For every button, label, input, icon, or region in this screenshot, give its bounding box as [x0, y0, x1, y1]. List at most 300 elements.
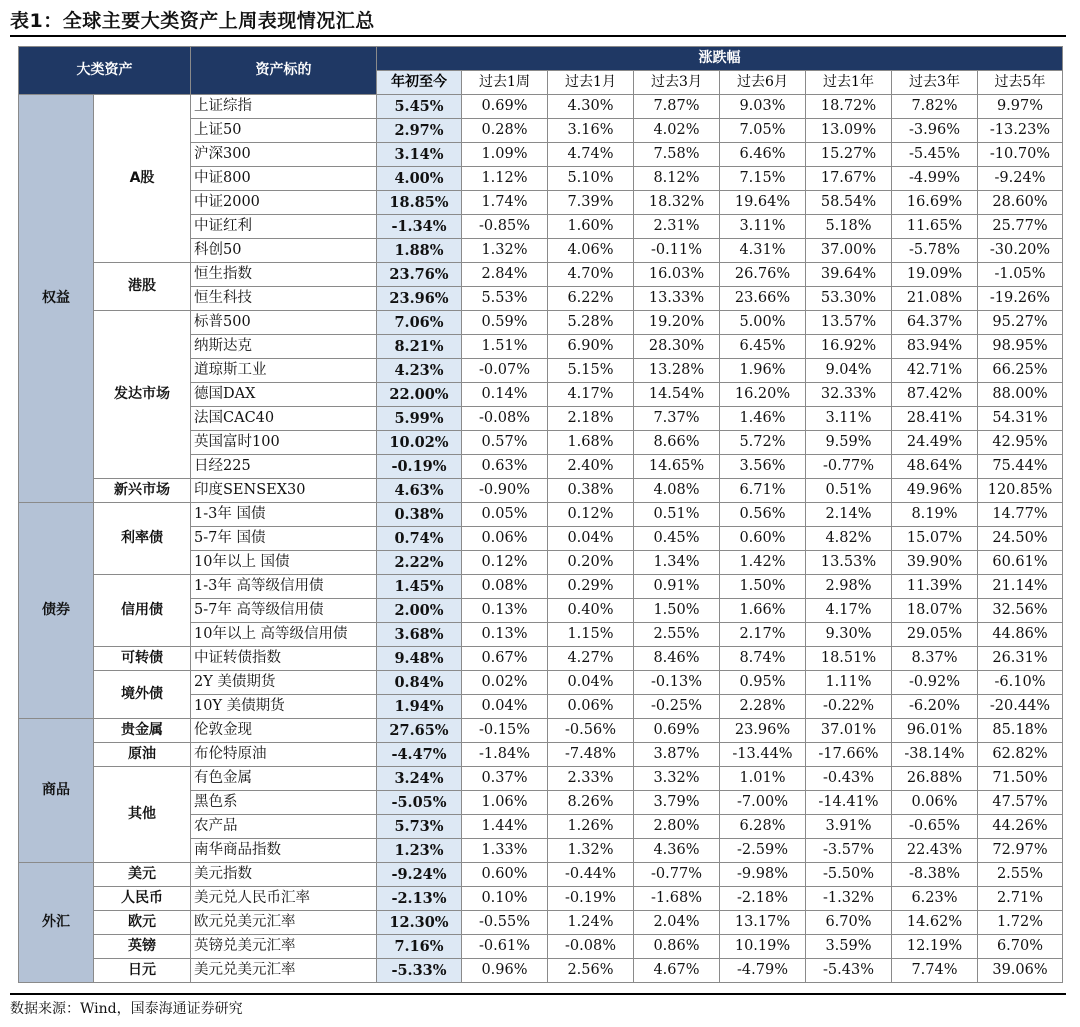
return-value-cell: 6.46%: [720, 143, 806, 167]
return-value-cell: -13.44%: [720, 743, 806, 767]
return-value-cell: 0.91%: [634, 575, 720, 599]
return-value-cell: 1.34%: [634, 551, 720, 575]
asset-name-cell: 道琼斯工业: [191, 359, 377, 383]
ytd-value-cell: 0.74%: [377, 527, 462, 551]
return-value-cell: 4.31%: [720, 239, 806, 263]
return-value-cell: 25.77%: [978, 215, 1063, 239]
return-value-cell: 0.06%: [892, 791, 978, 815]
asset-name-cell: 10Y 美债期货: [191, 695, 377, 719]
header-row-1: [19, 47, 1063, 71]
return-value-cell: 1.01%: [720, 767, 806, 791]
return-value-cell: 3.11%: [806, 407, 892, 431]
return-value-cell: 7.74%: [892, 959, 978, 983]
ytd-value-cell: 5.99%: [377, 407, 462, 431]
return-value-cell: 8.66%: [634, 431, 720, 455]
asset-name-cell: 中证2000: [191, 191, 377, 215]
return-value-cell: 0.04%: [548, 671, 634, 695]
return-value-cell: 0.04%: [462, 695, 548, 719]
return-value-cell: 3.79%: [634, 791, 720, 815]
return-value-cell: 6.28%: [720, 815, 806, 839]
return-value-cell: -13.23%: [978, 119, 1063, 143]
return-value-cell: 9.97%: [978, 95, 1063, 119]
return-value-cell: 14.77%: [978, 503, 1063, 527]
return-value-cell: 0.51%: [806, 479, 892, 503]
ytd-value-cell: 5.45%: [377, 95, 462, 119]
asset-name-cell: 法国CAC40: [191, 407, 377, 431]
return-value-cell: 5.10%: [548, 167, 634, 191]
return-value-cell: -0.08%: [548, 935, 634, 959]
return-value-cell: 26.76%: [720, 263, 806, 287]
return-value-cell: 0.96%: [462, 959, 548, 983]
return-value-cell: 5.28%: [548, 311, 634, 335]
asset-class-cell: 外汇: [19, 863, 94, 983]
table-row: [19, 503, 1063, 527]
return-value-cell: 6.70%: [978, 935, 1063, 959]
table-row: [19, 719, 1063, 743]
asset-group-cell: 美元: [94, 863, 191, 887]
return-value-cell: 19.64%: [720, 191, 806, 215]
asset-name-cell: 1-3年 国债: [191, 503, 377, 527]
asset-name-cell: 5-7年 高等级信用债: [191, 599, 377, 623]
return-value-cell: 13.57%: [806, 311, 892, 335]
return-value-cell: 18.72%: [806, 95, 892, 119]
return-value-cell: 0.04%: [548, 527, 634, 551]
return-value-cell: 0.69%: [634, 719, 720, 743]
return-value-cell: 14.65%: [634, 455, 720, 479]
return-value-cell: 3.16%: [548, 119, 634, 143]
return-value-cell: 0.13%: [462, 599, 548, 623]
return-value-cell: 2.55%: [634, 623, 720, 647]
return-value-cell: 7.15%: [720, 167, 806, 191]
table-row: [19, 743, 1063, 767]
return-value-cell: -0.77%: [806, 455, 892, 479]
return-value-cell: 14.62%: [892, 911, 978, 935]
return-value-cell: -1.84%: [462, 743, 548, 767]
table-row: [19, 911, 1063, 935]
asset-name-cell: 伦敦金现: [191, 719, 377, 743]
return-value-cell: 16.03%: [634, 263, 720, 287]
return-value-cell: -3.57%: [806, 839, 892, 863]
ytd-value-cell: -0.19%: [377, 455, 462, 479]
return-value-cell: 28.30%: [634, 335, 720, 359]
asset-name-cell: 印度SENSEX30: [191, 479, 377, 503]
return-value-cell: 0.95%: [720, 671, 806, 695]
asset-name-cell: 中证红利: [191, 215, 377, 239]
asset-group-cell: 人民币: [94, 887, 191, 911]
return-value-cell: 6.23%: [892, 887, 978, 911]
table-body: [19, 95, 1063, 983]
return-value-cell: 0.51%: [634, 503, 720, 527]
return-value-cell: 1.15%: [548, 623, 634, 647]
return-value-cell: 19.20%: [634, 311, 720, 335]
asset-name-cell: 上证综指: [191, 95, 377, 119]
ytd-value-cell: 1.88%: [377, 239, 462, 263]
ytd-value-cell: 4.63%: [377, 479, 462, 503]
return-value-cell: 98.95%: [978, 335, 1063, 359]
return-value-cell: 7.87%: [634, 95, 720, 119]
ytd-value-cell: -5.05%: [377, 791, 462, 815]
return-value-cell: 6.71%: [720, 479, 806, 503]
asset-group-cell: 贵金属: [94, 719, 191, 743]
ytd-value-cell: 7.06%: [377, 311, 462, 335]
return-value-cell: -17.66%: [806, 743, 892, 767]
return-value-cell: 3.32%: [634, 767, 720, 791]
return-value-cell: 0.60%: [462, 863, 548, 887]
return-value-cell: 5.72%: [720, 431, 806, 455]
header-period-5y: 过去5年: [978, 71, 1063, 95]
return-value-cell: 32.56%: [978, 599, 1063, 623]
asset-group-cell: 日元: [94, 959, 191, 983]
return-value-cell: 12.19%: [892, 935, 978, 959]
return-value-cell: 7.39%: [548, 191, 634, 215]
ytd-value-cell: 3.14%: [377, 143, 462, 167]
return-value-cell: 47.57%: [978, 791, 1063, 815]
asset-class-cell: 权益: [19, 95, 94, 503]
return-value-cell: 1.26%: [548, 815, 634, 839]
return-value-cell: 66.25%: [978, 359, 1063, 383]
return-value-cell: -0.90%: [462, 479, 548, 503]
return-value-cell: 0.06%: [548, 695, 634, 719]
return-value-cell: 2.80%: [634, 815, 720, 839]
asset-name-cell: 日经225: [191, 455, 377, 479]
return-value-cell: 2.71%: [978, 887, 1063, 911]
return-value-cell: 1.46%: [720, 407, 806, 431]
table-row: [19, 647, 1063, 671]
return-value-cell: 1.32%: [548, 839, 634, 863]
return-value-cell: -0.07%: [462, 359, 548, 383]
return-value-cell: 42.71%: [892, 359, 978, 383]
header-asset-target: 资产标的: [191, 47, 377, 95]
table-row: [19, 575, 1063, 599]
asset-group-cell: 可转债: [94, 647, 191, 671]
return-value-cell: 2.84%: [462, 263, 548, 287]
return-value-cell: -0.77%: [634, 863, 720, 887]
return-value-cell: -20.44%: [978, 695, 1063, 719]
return-value-cell: 1.50%: [634, 599, 720, 623]
asset-group-cell: A股: [94, 95, 191, 263]
return-value-cell: 4.08%: [634, 479, 720, 503]
return-value-cell: 8.37%: [892, 647, 978, 671]
return-value-cell: 64.37%: [892, 311, 978, 335]
ytd-value-cell: 12.30%: [377, 911, 462, 935]
ytd-value-cell: 10.02%: [377, 431, 462, 455]
bottom-rule: [10, 993, 1066, 995]
asset-name-cell: 美元兑人民币汇率: [191, 887, 377, 911]
top-rule: [10, 35, 1066, 37]
return-value-cell: -9.24%: [978, 167, 1063, 191]
asset-name-cell: 英国富时100: [191, 431, 377, 455]
return-value-cell: 120.85%: [978, 479, 1063, 503]
asset-class-cell: 债券: [19, 503, 94, 719]
return-value-cell: -3.96%: [892, 119, 978, 143]
return-value-cell: -0.13%: [634, 671, 720, 695]
return-value-cell: 4.36%: [634, 839, 720, 863]
return-value-cell: 1.06%: [462, 791, 548, 815]
return-value-cell: 2.18%: [548, 407, 634, 431]
header-period-1w: 过去1周: [462, 71, 548, 95]
return-value-cell: 17.67%: [806, 167, 892, 191]
return-value-cell: 2.33%: [548, 767, 634, 791]
asset-group-cell: 其他: [94, 767, 191, 863]
table-row: [19, 311, 1063, 335]
return-value-cell: 16.20%: [720, 383, 806, 407]
return-value-cell: -2.18%: [720, 887, 806, 911]
return-value-cell: 0.12%: [548, 503, 634, 527]
table-row: [19, 263, 1063, 287]
return-value-cell: 54.31%: [978, 407, 1063, 431]
table-row: [19, 95, 1063, 119]
ytd-value-cell: -2.13%: [377, 887, 462, 911]
return-value-cell: 7.05%: [720, 119, 806, 143]
ytd-value-cell: 0.38%: [377, 503, 462, 527]
table-row: [19, 887, 1063, 911]
return-value-cell: 4.17%: [548, 383, 634, 407]
return-value-cell: 8.74%: [720, 647, 806, 671]
ytd-value-cell: 9.48%: [377, 647, 462, 671]
return-value-cell: 1.11%: [806, 671, 892, 695]
return-value-cell: 21.08%: [892, 287, 978, 311]
return-value-cell: 0.13%: [462, 623, 548, 647]
return-value-cell: 44.26%: [978, 815, 1063, 839]
return-value-cell: 83.94%: [892, 335, 978, 359]
return-value-cell: 1.50%: [720, 575, 806, 599]
header-asset-class: 大类资产: [19, 47, 191, 95]
return-value-cell: 1.44%: [462, 815, 548, 839]
return-value-cell: 4.82%: [806, 527, 892, 551]
asset-name-cell: 中证转债指数: [191, 647, 377, 671]
ytd-value-cell: 2.97%: [377, 119, 462, 143]
return-value-cell: 11.39%: [892, 575, 978, 599]
return-value-cell: 8.46%: [634, 647, 720, 671]
header-period-ytd: 年初至今: [377, 71, 462, 95]
return-value-cell: 95.27%: [978, 311, 1063, 335]
return-value-cell: 72.97%: [978, 839, 1063, 863]
return-value-cell: -9.98%: [720, 863, 806, 887]
return-value-cell: 18.07%: [892, 599, 978, 623]
table-row: [19, 959, 1063, 983]
return-value-cell: 0.02%: [462, 671, 548, 695]
return-value-cell: 21.14%: [978, 575, 1063, 599]
ytd-value-cell: 2.22%: [377, 551, 462, 575]
ytd-value-cell: 18.85%: [377, 191, 462, 215]
return-value-cell: 1.24%: [548, 911, 634, 935]
return-value-cell: 87.42%: [892, 383, 978, 407]
return-value-cell: 0.20%: [548, 551, 634, 575]
header-period-3m: 过去3月: [634, 71, 720, 95]
ytd-value-cell: 1.45%: [377, 575, 462, 599]
ytd-value-cell: 22.00%: [377, 383, 462, 407]
return-value-cell: -2.59%: [720, 839, 806, 863]
return-value-cell: 1.33%: [462, 839, 548, 863]
return-value-cell: 9.30%: [806, 623, 892, 647]
return-value-cell: -14.41%: [806, 791, 892, 815]
return-value-cell: 8.26%: [548, 791, 634, 815]
table-row: [19, 479, 1063, 503]
return-value-cell: 0.37%: [462, 767, 548, 791]
return-value-cell: 0.63%: [462, 455, 548, 479]
return-value-cell: 1.51%: [462, 335, 548, 359]
return-value-cell: -5.78%: [892, 239, 978, 263]
return-value-cell: 2.14%: [806, 503, 892, 527]
return-value-cell: 13.28%: [634, 359, 720, 383]
asset-group-cell: 英镑: [94, 935, 191, 959]
return-value-cell: -0.08%: [462, 407, 548, 431]
return-value-cell: -7.48%: [548, 743, 634, 767]
asset-name-cell: 纳斯达克: [191, 335, 377, 359]
source-note: 数据来源：Wind，国泰海通证券研究: [10, 1001, 243, 1017]
table-row: [19, 863, 1063, 887]
asset-name-cell: 有色金属: [191, 767, 377, 791]
return-value-cell: 5.00%: [720, 311, 806, 335]
return-value-cell: -38.14%: [892, 743, 978, 767]
table-title: 表1：全球主要大类资产上周表现情况汇总: [10, 10, 375, 32]
asset-name-cell: 科创50: [191, 239, 377, 263]
return-value-cell: 4.27%: [548, 647, 634, 671]
return-value-cell: 0.40%: [548, 599, 634, 623]
return-value-cell: 0.28%: [462, 119, 548, 143]
ytd-value-cell: -1.34%: [377, 215, 462, 239]
return-value-cell: 5.15%: [548, 359, 634, 383]
asset-name-cell: 美元指数: [191, 863, 377, 887]
ytd-value-cell: 5.73%: [377, 815, 462, 839]
asset-name-cell: 布伦特原油: [191, 743, 377, 767]
ytd-value-cell: 23.76%: [377, 263, 462, 287]
return-value-cell: 0.14%: [462, 383, 548, 407]
ytd-value-cell: 3.68%: [377, 623, 462, 647]
asset-name-cell: 英镑兑美元汇率: [191, 935, 377, 959]
return-value-cell: 1.42%: [720, 551, 806, 575]
return-value-cell: 13.33%: [634, 287, 720, 311]
asset-group-cell: 境外债: [94, 671, 191, 719]
asset-name-cell: 5-7年 国债: [191, 527, 377, 551]
return-value-cell: 49.96%: [892, 479, 978, 503]
return-value-cell: 8.12%: [634, 167, 720, 191]
return-value-cell: 39.64%: [806, 263, 892, 287]
return-value-cell: 1.74%: [462, 191, 548, 215]
ytd-value-cell: 2.00%: [377, 599, 462, 623]
return-value-cell: 6.22%: [548, 287, 634, 311]
return-value-cell: -4.99%: [892, 167, 978, 191]
ytd-value-cell: 27.65%: [377, 719, 462, 743]
return-value-cell: 24.50%: [978, 527, 1063, 551]
return-value-cell: -0.43%: [806, 767, 892, 791]
return-value-cell: 7.58%: [634, 143, 720, 167]
ytd-value-cell: 4.00%: [377, 167, 462, 191]
return-value-cell: -0.25%: [634, 695, 720, 719]
return-value-cell: -0.15%: [462, 719, 548, 743]
return-value-cell: 37.00%: [806, 239, 892, 263]
ytd-value-cell: 8.21%: [377, 335, 462, 359]
return-value-cell: 18.32%: [634, 191, 720, 215]
asset-name-cell: 欧元兑美元汇率: [191, 911, 377, 935]
ytd-value-cell: 4.23%: [377, 359, 462, 383]
return-value-cell: 37.01%: [806, 719, 892, 743]
ytd-value-cell: 7.16%: [377, 935, 462, 959]
return-value-cell: -6.20%: [892, 695, 978, 719]
return-value-cell: 2.31%: [634, 215, 720, 239]
return-value-cell: -19.26%: [978, 287, 1063, 311]
return-value-cell: 2.17%: [720, 623, 806, 647]
return-value-cell: 42.95%: [978, 431, 1063, 455]
return-value-cell: 53.30%: [806, 287, 892, 311]
return-value-cell: 1.09%: [462, 143, 548, 167]
return-value-cell: 16.69%: [892, 191, 978, 215]
asset-name-cell: 上证50: [191, 119, 377, 143]
return-value-cell: -0.61%: [462, 935, 548, 959]
return-value-cell: 0.12%: [462, 551, 548, 575]
asset-name-cell: 2Y 美债期货: [191, 671, 377, 695]
return-value-cell: 15.27%: [806, 143, 892, 167]
return-value-cell: 44.86%: [978, 623, 1063, 647]
return-value-cell: 2.40%: [548, 455, 634, 479]
return-value-cell: 26.31%: [978, 647, 1063, 671]
return-value-cell: 3.59%: [806, 935, 892, 959]
asset-name-cell: 标普500: [191, 311, 377, 335]
return-value-cell: 5.18%: [806, 215, 892, 239]
asset-group-cell: 港股: [94, 263, 191, 311]
asset-class-cell: 商品: [19, 719, 94, 863]
asset-name-cell: 德国DAX: [191, 383, 377, 407]
return-value-cell: 4.70%: [548, 263, 634, 287]
return-value-cell: -30.20%: [978, 239, 1063, 263]
return-value-cell: -10.70%: [978, 143, 1063, 167]
return-value-cell: 19.09%: [892, 263, 978, 287]
asset-name-cell: 恒生指数: [191, 263, 377, 287]
return-value-cell: 0.60%: [720, 527, 806, 551]
return-value-cell: 0.38%: [548, 479, 634, 503]
return-value-cell: 6.90%: [548, 335, 634, 359]
return-value-cell: -5.50%: [806, 863, 892, 887]
return-value-cell: 0.86%: [634, 935, 720, 959]
return-value-cell: 88.00%: [978, 383, 1063, 407]
return-value-cell: 85.18%: [978, 719, 1063, 743]
ytd-value-cell: -5.33%: [377, 959, 462, 983]
return-value-cell: 58.54%: [806, 191, 892, 215]
asset-name-cell: 美元兑美元汇率: [191, 959, 377, 983]
asset-group-cell: 新兴市场: [94, 479, 191, 503]
return-value-cell: 4.17%: [806, 599, 892, 623]
return-value-cell: 1.96%: [720, 359, 806, 383]
asset-name-cell: 中证800: [191, 167, 377, 191]
return-value-cell: 0.57%: [462, 431, 548, 455]
return-value-cell: 7.37%: [634, 407, 720, 431]
return-value-cell: 1.68%: [548, 431, 634, 455]
return-value-cell: 0.56%: [720, 503, 806, 527]
table-row: [19, 935, 1063, 959]
return-value-cell: 8.19%: [892, 503, 978, 527]
return-value-cell: 13.17%: [720, 911, 806, 935]
return-value-cell: 96.01%: [892, 719, 978, 743]
asset-group-cell: 利率债: [94, 503, 191, 575]
header-period-3y: 过去3年: [892, 71, 978, 95]
return-value-cell: 6.45%: [720, 335, 806, 359]
return-value-cell: 3.56%: [720, 455, 806, 479]
return-value-cell: 4.02%: [634, 119, 720, 143]
return-value-cell: 0.67%: [462, 647, 548, 671]
return-value-cell: 1.32%: [462, 239, 548, 263]
ytd-value-cell: 3.24%: [377, 767, 462, 791]
return-value-cell: -0.65%: [892, 815, 978, 839]
asset-name-cell: 沪深300: [191, 143, 377, 167]
return-value-cell: -1.68%: [634, 887, 720, 911]
asset-name-cell: 恒生科技: [191, 287, 377, 311]
return-value-cell: 28.60%: [978, 191, 1063, 215]
header-period-1y: 过去1年: [806, 71, 892, 95]
return-value-cell: 13.53%: [806, 551, 892, 575]
return-value-cell: 2.55%: [978, 863, 1063, 887]
return-value-cell: -5.43%: [806, 959, 892, 983]
return-value-cell: 11.65%: [892, 215, 978, 239]
